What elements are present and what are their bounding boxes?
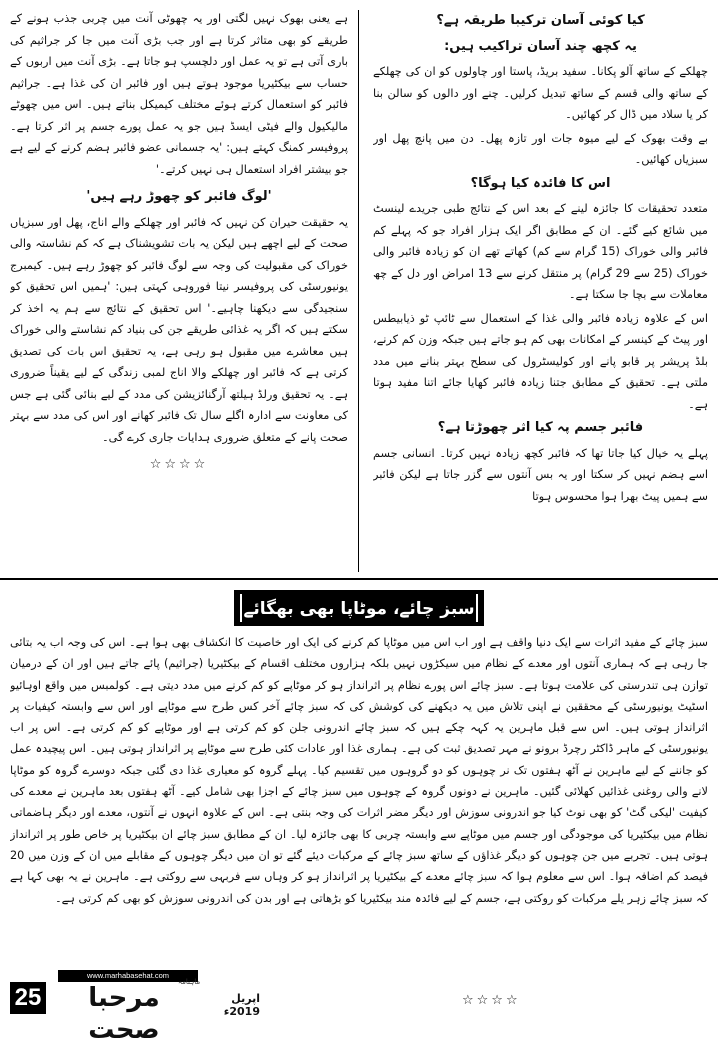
magazine-footer-logo (10, 970, 260, 1045)
right-column (373, 8, 708, 568)
question-heading-3: فائبر جسم پہ کیا اثر چھوڑتا ہے؟ (437, 420, 644, 435)
section-divider (0, 578, 718, 580)
question-subheading-1: یہ کچھ چند آسان تراکیب ہیں: (444, 38, 637, 54)
column-divider (358, 10, 359, 572)
article-paragraph: سبز چائے کے مفید اثرات سے ایک دنیا واقف ہے اور اب اس میں موٹاپا کم کرنے کی ایک اور خاصیت کا انکشاف بھی ہوا ہے۔ اس کی وجہ اب یہ بتائی جا رہی ہے کہ ہماری آنتوں اور معدے کے نظام میں سیکڑوں نہیں بلکہ ہزاروں مختلف اقسام کے بیکٹیریا (جراثیم) پائے جاتے ہیں اور ان کے درمیان توازن ہی تندرستی کی علامت ہوتا ہے۔ سبز چائے اس پورے نظام پر اثرانداز ہو کر موٹاپے کو کم کرنے میں مدد دیتی ہے۔ کولمبس میں واقع اوہائیو اسٹیٹ یونیورسٹی کے محققین نے اپنی تلاش میں یہ دیکھنے کی کوشش کی کہ سبز چائے آخر کس طرح سے موٹاپے اور اس سے وابستہ کیفیات پر اثرانداز ہوتی ہیں۔ اس سے قبل ماہرین یہ کہہ چکے ہیں کہ سبز چائے اندرونی جلن کو کم کرتی ہے اور موٹاپے کو کم کرتی ہے۔ اس پر اب یونیورسٹی کے ماہر ڈاکٹر رچرڈ برونو نے مہر تصدیق ثبت کی ہے۔ ہماری غذا اور عادات کئی طرح سے موٹاپے پر اثرانداز ہوتی ہیں۔ اس پیچیدہ عمل کو جاننے کے لیے ماہرین نے آٹھ ہفتوں تک نر چوہوں کو دو گروہوں میں تقسیم کیا۔ پہلے گروہ کو معیاری غذا دی گئی جبکہ دوسرے گروہ کو موٹاپا لانے والی روغنی غذائیں کھلائی گئیں۔ ماہرین نے دونوں گروہ کے چوہوں میں سبز چائے کے اجزا بھی شامل کیے۔ آٹھ ہفتوں بعد ماہرین نے معدے کی کیفیت 'لیکی گٹ' کو بھی نوٹ کیا جو اندرونی سوزش اور دیگر مضر اثرات کی وجہ بنتی ہے۔ اس کے علاوہ انہوں نے آنتوں، معدے اور دیگر ہاضماتی نظام میں بیکٹیریا کی موجودگی اور جسم میں موٹاپے سے وابستہ چربی کا بھی جائزہ لیا۔ ان کے مطابق سبز چائے ان بیکٹیریا پر خاص طور پر اثرانداز ہوتی ہیں۔ تجربے میں جن چوہوں کو دیگر غذاؤں کے ساتھ سبز چائے کے مرکبات دیئے گئے تو ان میں دیگر چوہوں کے مقابلے میں ان کے وزن میں 20 فیصد کم اضافہ ہوا۔ اس سے معلوم ہوا کہ سبز چائے معدے کے بیکٹیریا پر اثرانداز ہو کر وہاں سے فربہی سے روکتی ہے۔ ماہرین نے یہ بھی کہا ہے کہ سبز چائے زہر یلے مرکبات کو روکتی ہے، جسم کے لیے فائدہ مند بیکٹیریا کو بڑھاتی ہے اور بدن کی اندرونی سوزش کو بھی کم کرتی ہے۔ (10, 636, 708, 905)
left-column (10, 8, 348, 568)
issue-date: اپریل 2019ء (223, 992, 260, 1018)
website-url: www.marhabasehat.com (58, 970, 198, 982)
section-heading: 'لوگ فائبر کو چھوڑ رہے ہیں' (86, 189, 272, 204)
paragraph: متعدد تحقیقات کا جائزہ لینے کے بعد اس کے نتائج طبی جریدے لینسٹ میں شائع کیے گئے۔ ان کے مطابق اگر ایک ہزار افراد جو کہ پہلے کم فائبر والی خوراک (15 گرام سے کم) کھاتے تھے ان کو زیادہ فائبر والی خوراک (25 سے 29 گرام) پر منتقل کرنے سے 13 امراض اور دل کے چھ معاملات سے بچا جا سکتا ہے۔ (373, 202, 708, 301)
magazine-tag: ماہنامہ (178, 978, 201, 986)
paragraph: اس کے علاوہ زیادہ فائبر والی غذا کے استعمال سے ٹائپ ٹو ذیابیطس اور پیٹ کے کینسر کے امکانات بھی کم ہو جاتے ہیں جبکہ وزن کم کرنے، بلڈ پریشر پر قابو پانے اور کولیسٹرول کی سطح بہتر بنانے میں مدد ملتی ہے۔ تحقیق کے مطابق جتنا زیادہ فائبر کھایا جائے اتنا مفید ہوتا ہے۔ (373, 311, 708, 411)
question-heading-1: کیا کوئی آسان ترکیبا طریقہ ہے؟ (436, 13, 645, 28)
paragraph: ہے یعنی بھوک نہیں لگتی اور یہ چھوٹی آنت میں چربی جذب ہونے کے طریقے کو بھی متاثر کرتا ہے اور جب بڑی آنت میں جا کر جراثیم کی باری آتی ہے تو یہ عمل اور دلچسپ ہو جاتا ہے۔ بڑی آنت میں اربوں کے حساب سے بیکٹیریا موجود ہوتے ہیں اور فائبر ان کی غذا ہے۔ جراثیم فائبر کو استعمال کرتے ہوئے مختلف کیمیکل بناتے ہیں۔ اس میں چھوٹے مالیکیول والے فیٹی ایسڈ ہیں جو یہ عمل پورے جسم پر اثر کرتا ہے۔ پروفیسر کمنگ کہتے ہیں: 'یہ جسمانی عضو فائبر ہضم کرنے کے لیے ہے جو بیشتر افراد استعمال ہی نہیں کرتے۔' (10, 12, 348, 176)
paragraph: چھلکے کے ساتھ آلو پکانا۔ سفید بریڈ، پاستا اور چاولوں کو ان کی چھلکے کے ساتھ والی قسم کے ساتھ تبدیل کرلیں۔ چنے اور دالوں کو سالن بنا کر یا سلاد میں ڈال کر کھائیں۔ (373, 65, 708, 121)
question-heading-2: اس کا فائدہ کیا ہوگا؟ (470, 175, 611, 191)
magazine-name: مرحبا صحت (88, 983, 160, 1045)
paragraph: بے وقت بھوک کے لیے میوہ جات اور تازہ پھل۔ دن میں پانچ پھل اور سبزیاں کھائیں۔ (373, 131, 708, 166)
section-end-stars: ☆☆☆☆ (149, 457, 209, 472)
article-body (10, 632, 708, 962)
article-title: سبز چائے، موٹاپا بھی بھگائے (234, 590, 484, 626)
article-end-stars: ☆☆☆☆ (462, 993, 521, 1008)
page-number: 25 (10, 982, 46, 1014)
paragraph: پہلے یہ خیال کیا جاتا تھا کہ فائبر کچھ زیادہ نہیں کرتا۔ انسانی جسم اسے ہضم نہیں کر سکتا اور یہ بس آنتوں سے گزر جاتا ہے لیکن فائبر سے ہمیں پیٹ بھرا ہوا محسوس ہوتا (373, 446, 708, 503)
paragraph: یہ حقیقت حیران کن نہیں کہ فائبر اور چھلکے والے اناج، پھل اور سبزیاں صحت کے لیے اچھے ہیں لیکن یہ بات تشویشناک ہے کہ کم نشاستہ والی خوراک کی مقبولیت کی وجہ سے لوگ فائبر کو چھوڑ رہے ہیں۔ کیمبرج یونیورسٹی کی پروفیسر نیتا فوروہی کہتی ہیں: 'ہمیں اس تحقیق کو سنجیدگی سے دیکھنا چاہیے۔' اس تحقیق کے نتائج سے ہم یہ اخذ کر سکتے ہیں کہ اگر یہ غذائی طریقے جن کی بنیاد کم نشاستے والی خوراک ہیں معاشرے میں مقبول ہو رہی ہے، یہ تحقیق اس بات کی تصدیق کرتی ہے کہ فائبر اور چھلکے والا اناج لمبی زندگی کے لیے یقیناً ضروری ہے۔ یہ تحقیق ورلڈ ہیلتھ آرگنائزیشن کی مدد کے لیے بنائی گئی ہے جس کی معاونت سے ادارہ اگلے سال تک فائبر کھانے اور اس کی مدد سے بہتر صحت پانے کے متعلق ضروری ہدایات جاری کرے گی۔ (10, 215, 348, 444)
